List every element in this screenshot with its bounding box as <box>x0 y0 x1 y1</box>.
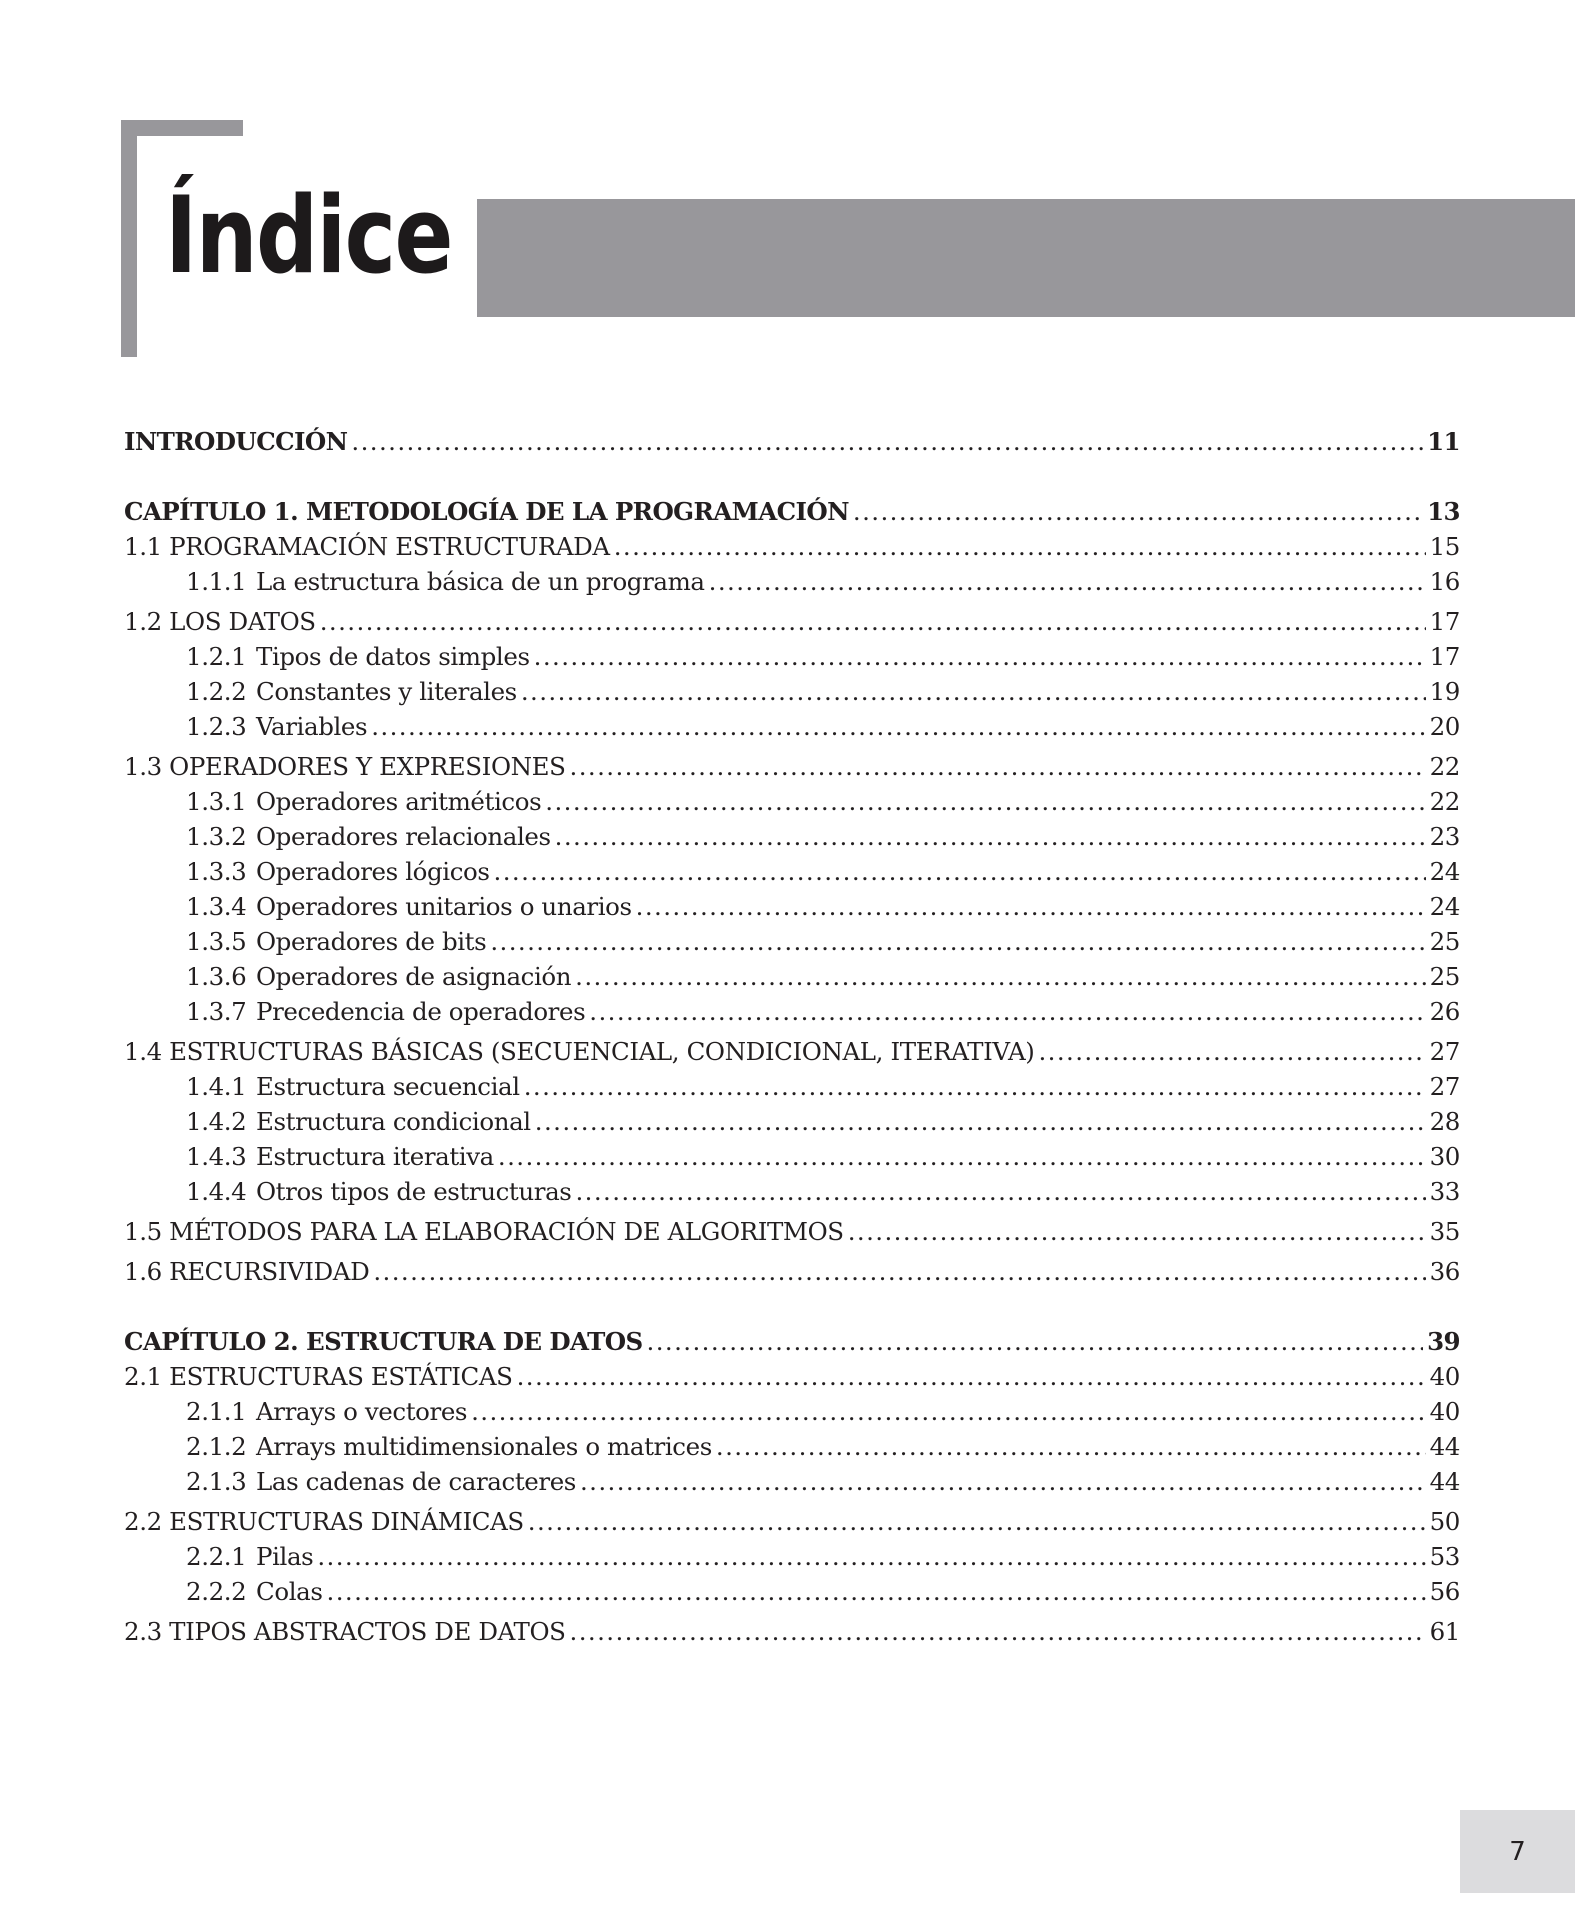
toc-entry-page: 30 <box>1429 1142 1460 1171</box>
dot-leader <box>848 1214 1426 1249</box>
toc-entry[interactable] <box>124 1504 1460 1539</box>
toc-entry[interactable] <box>124 749 1460 784</box>
toc-entry-page: 36 <box>1429 1257 1460 1286</box>
dot-leader <box>327 1574 1426 1609</box>
dot-leader <box>498 1139 1426 1174</box>
toc-entry-number: 1.3.5 <box>186 927 247 956</box>
dot-leader <box>709 564 1426 599</box>
toc-entry[interactable] <box>124 674 1460 709</box>
toc-entry-number: 2.1.3 <box>186 1467 247 1496</box>
dot-leader <box>494 854 1426 889</box>
dot-leader <box>524 1069 1426 1104</box>
toc-entry[interactable] <box>124 1174 1460 1209</box>
page-number: 7 <box>1509 1836 1526 1867</box>
toc-entry-number: 2.1.2 <box>186 1432 247 1461</box>
toc-entry[interactable] <box>124 564 1460 599</box>
toc-entry-page: 17 <box>1429 642 1460 671</box>
toc-entry-title: INTRODUCCIÓN <box>124 427 348 456</box>
toc-entry-page: 39 <box>1427 1327 1460 1356</box>
toc-entry[interactable] <box>124 1574 1460 1609</box>
toc-entry-title: Operadores relacionales <box>256 822 551 851</box>
toc-entry[interactable] <box>124 709 1460 744</box>
toc-entry[interactable] <box>124 494 1460 529</box>
toc-entry-title: Las cadenas de caracteres <box>256 1467 576 1496</box>
toc-entry-title: 1.5 MÉTODOS PARA LA ELABORACIÓN DE ALGORITMOS <box>124 1217 844 1246</box>
toc-entry[interactable] <box>124 784 1460 819</box>
toc-entry-page: 50 <box>1429 1507 1460 1536</box>
toc-entry[interactable] <box>124 1139 1460 1174</box>
toc-entry[interactable] <box>124 639 1460 674</box>
toc-entry-page: 24 <box>1429 857 1460 886</box>
toc-entry-page: 56 <box>1429 1577 1460 1606</box>
toc-entry-page: 40 <box>1429 1362 1460 1391</box>
page-number-box <box>1460 1810 1575 1893</box>
toc-entry-title: La estructura básica de un programa <box>256 567 705 596</box>
toc-entry-page: 27 <box>1429 1037 1460 1066</box>
toc-entry-page: 25 <box>1429 927 1460 956</box>
toc-entry-page: 25 <box>1429 962 1460 991</box>
dot-leader <box>575 1174 1425 1209</box>
toc-entry-title: Pilas <box>256 1542 314 1571</box>
toc-entry-title: Operadores de bits <box>256 927 487 956</box>
toc-entry-page: 44 <box>1429 1467 1460 1496</box>
dot-leader <box>373 1254 1425 1289</box>
dot-leader <box>490 924 1425 959</box>
dot-leader <box>317 1539 1425 1574</box>
toc-entry-title: Estructura secuencial <box>256 1072 520 1101</box>
dot-leader <box>517 1359 1426 1394</box>
toc-entry-title: Arrays multidimensionales o matrices <box>256 1432 712 1461</box>
toc-entry[interactable] <box>124 1429 1460 1464</box>
toc-entry-page: 27 <box>1429 1072 1460 1101</box>
dot-leader <box>371 709 1425 744</box>
toc-entry-page: 19 <box>1429 677 1460 706</box>
toc-entry-title: Operadores aritméticos <box>256 787 542 816</box>
toc-entry-page: 15 <box>1429 532 1460 561</box>
toc-entry-number: 1.4.1 <box>186 1072 247 1101</box>
toc-entry-title: 1.3 OPERADORES Y EXPRESIONES <box>124 752 566 781</box>
toc-entry-page: 13 <box>1427 497 1460 526</box>
toc-entry[interactable] <box>124 1464 1460 1499</box>
toc-entry[interactable] <box>124 854 1460 889</box>
dot-leader <box>320 604 1426 639</box>
toc-entry[interactable] <box>124 994 1460 1029</box>
dot-leader <box>716 1429 1426 1464</box>
dot-leader <box>570 749 1426 784</box>
dot-leader <box>614 529 1426 564</box>
toc-entry[interactable] <box>124 424 1460 459</box>
toc-entry-number: 1.3.7 <box>186 997 247 1026</box>
toc-entry[interactable] <box>124 1614 1460 1649</box>
toc-entry[interactable] <box>124 1104 1460 1139</box>
toc-entry[interactable] <box>124 1394 1460 1429</box>
toc-entry-number: 1.3.2 <box>186 822 247 851</box>
toc-entry-number: 1.2.1 <box>186 642 247 671</box>
toc-entry-number: 1.3.6 <box>186 962 247 991</box>
dot-leader <box>570 1614 1426 1649</box>
toc-entry-title: Precedencia de operadores <box>256 997 586 1026</box>
dot-leader <box>534 639 1426 674</box>
header-bar <box>477 199 1575 317</box>
toc-entry[interactable] <box>124 604 1460 639</box>
toc-entry[interactable] <box>124 1324 1460 1359</box>
toc-entry[interactable] <box>124 819 1460 854</box>
toc-entry-number: 2.1.1 <box>186 1397 247 1426</box>
toc-entry-title: Variables <box>256 712 368 741</box>
toc-entry[interactable] <box>124 889 1460 924</box>
toc-entry-title: Estructura condicional <box>256 1107 531 1136</box>
toc-entry-page: 22 <box>1429 752 1460 781</box>
toc-entry-page: 22 <box>1429 787 1460 816</box>
toc-entry[interactable] <box>124 1214 1460 1249</box>
toc-entry[interactable] <box>124 1359 1460 1394</box>
toc-entry-number: 1.3.1 <box>186 787 247 816</box>
toc-entry[interactable] <box>124 959 1460 994</box>
toc-entry-number: 1.4.4 <box>186 1177 247 1206</box>
toc-entry[interactable] <box>124 529 1460 564</box>
dot-leader <box>636 889 1426 924</box>
dot-leader <box>535 1104 1426 1139</box>
toc-entry-page: 28 <box>1429 1107 1460 1136</box>
toc-entry-title: CAPÍTULO 2. ESTRUCTURA DE DATOS <box>124 1327 643 1356</box>
toc-entry-number: 1.4.2 <box>186 1107 247 1136</box>
toc-entry-page: 23 <box>1429 822 1460 851</box>
toc-entry-title: Estructura iterativa <box>256 1142 494 1171</box>
toc-entry-title: 1.1 PROGRAMACIÓN ESTRUCTURADA <box>124 532 610 561</box>
toc-entry-number: 2.2.1 <box>186 1542 247 1571</box>
toc-entry-title: 2.2 ESTRUCTURAS DINÁMICAS <box>124 1507 524 1536</box>
dot-leader <box>647 1324 1424 1359</box>
dot-leader <box>471 1394 1426 1429</box>
toc-entry-page: 16 <box>1429 567 1460 596</box>
toc-entry-page: 17 <box>1429 607 1460 636</box>
toc-entry-title: Colas <box>256 1577 323 1606</box>
toc-entry-title: Operadores de asignación <box>256 962 572 991</box>
dot-leader <box>580 1464 1426 1499</box>
toc-entry-title: Operadores unitarios o unarios <box>256 892 632 921</box>
toc-entry-number: 1.4.3 <box>186 1142 247 1171</box>
toc-entry-title: 1.6 RECURSIVIDAD <box>124 1257 370 1286</box>
toc-entry-page: 53 <box>1429 1542 1460 1571</box>
toc-entry[interactable] <box>124 1034 1460 1069</box>
toc-entry-title: Tipos de datos simples <box>256 642 530 671</box>
dot-leader <box>853 494 1423 529</box>
dot-leader <box>1038 1034 1425 1069</box>
toc-entry-page: 40 <box>1429 1397 1460 1426</box>
dot-leader <box>521 674 1426 709</box>
dot-leader <box>545 784 1425 819</box>
toc-entry-page: 61 <box>1429 1617 1460 1646</box>
toc-entry-page: 35 <box>1429 1217 1460 1246</box>
page-title: Índice <box>165 174 452 297</box>
toc-entry-title: 2.3 TIPOS ABSTRACTOS DE DATOS <box>124 1617 566 1646</box>
toc-entry-page: 11 <box>1427 427 1460 456</box>
header-bracket-top <box>121 120 243 136</box>
toc-entry[interactable] <box>124 924 1460 959</box>
toc-entry-title: 1.4 ESTRUCTURAS BÁSICAS (SECUENCIAL, CONDICIONAL, ITERATIVA) <box>124 1037 1035 1066</box>
dot-leader <box>351 424 1423 459</box>
toc-entry-page: 33 <box>1429 1177 1460 1206</box>
toc-entry-title: Otros tipos de estructuras <box>256 1177 572 1206</box>
toc-entry-page: 26 <box>1429 997 1460 1026</box>
toc-entry-title: CAPÍTULO 1. METODOLOGÍA DE LA PROGRAMACIÓN <box>124 497 849 526</box>
toc-entry-number: 1.2.3 <box>186 712 247 741</box>
dot-leader <box>555 819 1426 854</box>
toc-entry-page: 24 <box>1429 892 1460 921</box>
toc-entry-title: Constantes y literales <box>256 677 517 706</box>
toc-entry-number: 1.2.2 <box>186 677 247 706</box>
toc-entry-title: 1.2 LOS DATOS <box>124 607 316 636</box>
dot-leader <box>589 994 1425 1029</box>
table-of-contents <box>124 424 1460 1649</box>
toc-entry-number: 1.3.3 <box>186 857 247 886</box>
toc-entry-number: 2.2.2 <box>186 1577 247 1606</box>
toc-entry-page: 20 <box>1429 712 1460 741</box>
toc-entry-title: Arrays o vectores <box>256 1397 468 1426</box>
toc-entry[interactable] <box>124 1254 1460 1289</box>
toc-entry-title: Operadores lógicos <box>256 857 490 886</box>
dot-leader <box>575 959 1425 994</box>
toc-entry-title: 2.1 ESTRUCTURAS ESTÁTICAS <box>124 1362 513 1391</box>
toc-entry-number: 1.3.4 <box>186 892 247 921</box>
toc-entry[interactable] <box>124 1539 1460 1574</box>
dot-leader <box>528 1504 1426 1539</box>
toc-entry-page: 44 <box>1429 1432 1460 1461</box>
header-bracket-left <box>121 120 137 357</box>
toc-entry[interactable] <box>124 1069 1460 1104</box>
toc-entry-number: 1.1.1 <box>186 567 247 596</box>
